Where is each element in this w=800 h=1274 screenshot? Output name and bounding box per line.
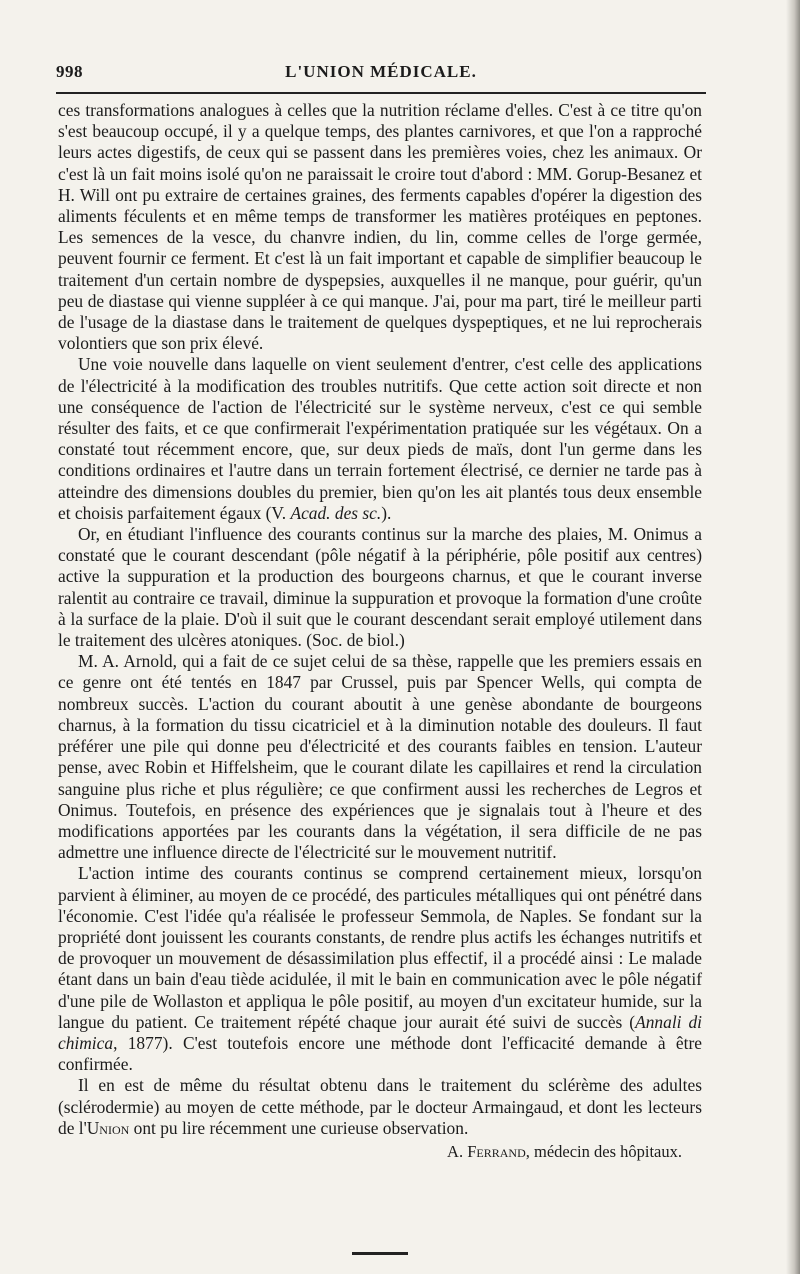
paragraph-text: Il en est de même du résultat obtenu dans le traitement du sclérème des adultes (sclérodermie) au moyen de cette méthode, par le docteur Armaingaud, et dont les lecteurs de l' xyxy=(58,1075,702,1138)
paragraph xyxy=(58,354,702,524)
paragraph xyxy=(58,651,702,863)
paragraph-text: M. A. Arnold, qui a fait de ce sujet celui de sa thèse, rappelle que les premiers essais en ce genre ont été tentés en 1847 par Crussel, puis par Spencer Wells, qui compta de nombreux succès. L'action du courant aboutit à une genèse abondante de bourgeons charnus, à la formation du tissu cicatriciel et à la diminution notable des douleurs. Il faut préférer une pile qui donne peu d'électricité et des courants faibles en tension. L'auteur pense, avec Robin et Hiffelsheim, que le courant dilate les capillaires et rend la circulation sanguine plus riche et plus régulière; ce que confirment aussi les recherches de Legros et Onimus. Toutefois, en présence des expériences que je signalais tout à l'heure et des modifications apportées par les courants dans la végétation, il sera difficile de ne pas admettre une influence directe de l'électricité sur le mouvement nutritif. xyxy=(58,651,702,863)
journal-name-smallcaps: Union xyxy=(86,1117,130,1138)
author-signature xyxy=(58,1141,702,1162)
page-number: 998 xyxy=(56,62,83,81)
paragraph xyxy=(58,863,702,1075)
paragraph-tail: , 1877). C'est toutefois encore une méthode dont l'efficacité demande à être confirmée. xyxy=(58,1032,702,1075)
page-header xyxy=(56,60,706,90)
page-spine-shadow xyxy=(786,0,800,1274)
paragraph xyxy=(58,100,702,354)
signature-initial: A. xyxy=(447,1141,468,1161)
running-title: L'UNION MÉDICALE. xyxy=(285,62,477,81)
signature-title: , médecin des hôpitaux. xyxy=(525,1141,682,1161)
paragraph-tail: ont pu lire récemment une curieuse observation. xyxy=(129,1117,469,1138)
paragraph-text: L'action intime des courants continus se comprend certainement mieux, lorsqu'on parvient à éliminer, au moyen de ce procédé, des particules métalliques qui ont pénétré dans l'économie. C'est l'idée qu'a réalisée le professeur Semmola, de Naples. Se fondant sur la propriété dont jouissent les courants constants, de rendre plus actifs les échanges nutritifs et de provoquer un mouvement de désassimilation plus effectif, il a procédé ainsi : Le malade étant dans un bain d'eau tiède acidulée, il mit le bain en communication avec le pôle négatif d'une pile de Wollaston et appliqua le pôle positif, au moyen d'un excitateur humide, sur la langue du patient. Ce traitement répété chaque jour aurait été suivi de succès ( xyxy=(58,863,702,1032)
paragraph-text: Une voie nouvelle dans laquelle on vient seulement d'entrer, c'est celle des applications de l'électricité à la modification des troubles nutritifs. Que cette action soit directe et non une conséquence de l'action de l'électricité sur le système nerveux, c'est ce qui semble résulter des faits, et ce que confirmerait l'expérimentation pratiquée sur les végétaux. On a constaté tout récemment encore, que, sur deux pieds de maïs, dont l'un germe dans les conditions ordinaires et l'autre dans un terrain fortement électrisé, ce dernier ne tarde pas à atteindre des dimensions doubles du premier, bien qu'on les ait plantés tous deux ensemble et choisis parfaitement égaux (V. xyxy=(58,354,702,523)
bottom-rule xyxy=(352,1252,408,1255)
citation-italic: Annali di chimica xyxy=(58,1011,702,1053)
paragraph xyxy=(58,524,702,651)
paragraph-text: Or, en étudiant l'influence des courants continus sur la marche des plaies, M. Onimus a constaté que le courant descendant (pôle négatif à la périphérie, pôle positif aux centres) active la suppuration et la production des bourgeons charnus, et que le courant inverse ralentit au contraire ce travail, diminue la suppuration et provoque la formation d'une croûte à la surface de la plaie. D'où il suit que le courant descendant serait employé utilement dans le traitement des ulcères atoniques. (Soc. de biol.) xyxy=(58,524,702,651)
citation-italic: Acad. des sc. xyxy=(290,502,382,523)
header-rule xyxy=(56,92,706,94)
article-body xyxy=(58,100,702,1162)
paragraph-tail: ). xyxy=(381,502,392,523)
signature-name: Ferrand xyxy=(467,1141,526,1161)
paragraph xyxy=(58,1075,702,1139)
paragraph-text: ces transformations analogues à celles que la nutrition réclame d'elles. C'est à ce titre qu'on s'est beaucoup occupé, il y a quelque temps, des plantes carnivores, et que l'on a rapproché leurs actes digestifs, de ceux qui se passent dans les premières voies, chez les animaux. Or c'est là un fait moins isolé qu'on ne paraissait le croire tout d'abord : MM. Gorup-Besanez et H. Will ont pu extraire de certaines graines, des ferments capables d'opérer la digestion des aliments féculents et en même temps de transformer les matières protéiques en peptones. Les semences de la vesce, du chanvre indien, du lin, comme celles de l'orge germée, peuvent fournir ce ferment. Et c'est là un fait important et capable de simplifier beaucoup le traitement d'un certain nombre de dyspepsies, auxquelles il ne manque, pour guérir, qu'un peu de diastase qui vienne suppléer à ce qui manque. J'ai, pour ma part, tiré le meilleur parti de l'usage de la diastase dans le traitement de quelques dyspeptiques, et ne lui reprocherais volontiers que son prix élevé. xyxy=(58,100,702,354)
